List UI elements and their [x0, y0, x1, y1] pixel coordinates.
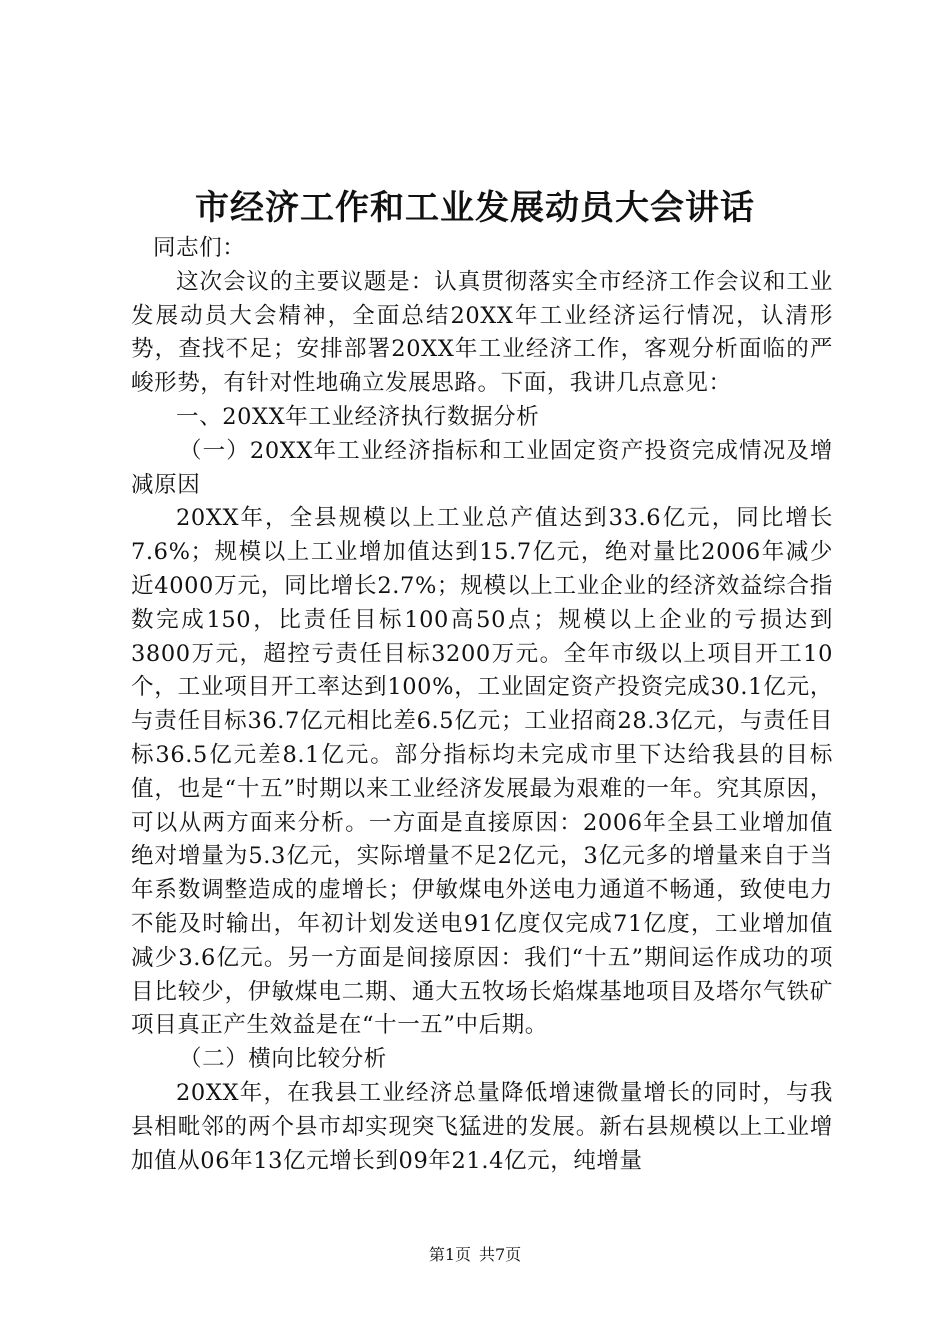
- paragraph-body-2: 20XX年，在我县工业经济总量降低增速微量增长的同时，与我县相毗邻的两个县市却实现突飞猛进的发展。新右县规模以上工业增加值从06年13亿元增长到09年21.4亿元，纯增量: [131, 1079, 833, 1174]
- document-body: [131, 232, 833, 1178]
- subsection-heading-2: （二）横向比较分析: [179, 1046, 387, 1073]
- page-total: 共7页: [479, 1245, 522, 1264]
- subsection-heading-1: （一）20XX年工业经济指标和工业固定资产投资完成情况及增减原因: [131, 437, 833, 498]
- page-number: 第1页: [428, 1245, 471, 1264]
- salutation: 同志们：: [153, 235, 246, 261]
- paragraph-intro: 这次会议的主要议题是：认真贯彻落实全市经济工作会议和工业发展动员大会精神，全面总结20XX年工业经济运行情况，认清形势，查找不足；安排部署20XX年工业经济工作，客观分析面临的严峻形势，有针对性地确立发展思路。下面，我讲几点意见：: [131, 268, 833, 397]
- paragraph-body-1: 20XX年，全县规模以上工业总产值达到33.6亿元，同比增长7.6%；规模以上工业增加值达到15.7亿元，绝对量比2006年减少近4000万元，同比增长2.7%；规模以上工业企业的经济效益综合指数完成150，比责任目标100高50点；规模以上企业的亏损达到3800万元，超控亏责任目标3200万元。全年市级以上项目开工10个，工业项目开工率达到100%，工业固定资产投资完成30.1亿元，与责任目标36.7亿元相比差6.5亿元；工业招商28.3亿元，与责任目标36.5亿元差8.1亿元。部分指标均未完成市里下达给我县的目标值，也是“十五”时期以来工业经济发展最为艰难的一年。究其原因，可以从两方面来分析。一方面是直接原因：2006年全县工业增加值绝对增量为5.3亿元，实际增量不足2亿元，3亿元多的增量来自于当年系数调整造成的虚增长；伊敏煤电外送电力通道不畅通，致使电力不能及时输出，年初计划发送电91亿度仅完成71亿度，工业增加值减少3.6亿元。另一方面是间接原因：我们“十五”期间运作成功的项目比较少，伊敏煤电二期、通大五牧场长焰煤基地项目及塔尔气铁矿项目真正产生效益是在“十一五”中后期。: [131, 505, 833, 1039]
- page-footer: [0, 1244, 950, 1266]
- document-title: 市经济工作和工业发展动员大会讲话: [195, 188, 755, 228]
- section-heading-1: 一、20XX年工业经济执行数据分析: [176, 403, 540, 430]
